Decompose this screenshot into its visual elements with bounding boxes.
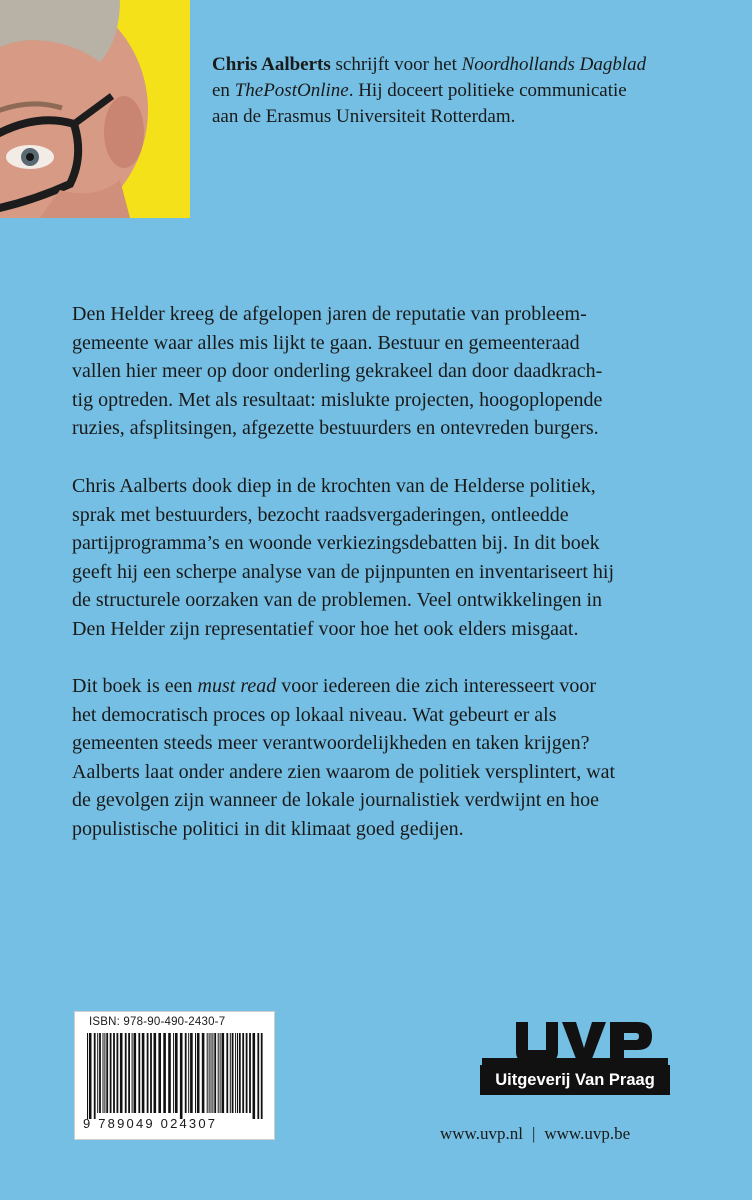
barcode-bar (218, 1033, 219, 1113)
bio-text-2: en (212, 80, 235, 101)
isbn-barcode (74, 1011, 275, 1140)
url-separator: | (531, 1124, 536, 1143)
barcode-bar (104, 1033, 105, 1113)
barcode-bar (246, 1033, 248, 1113)
blurb-text: voor iedereen die zich interesseert voor (276, 675, 597, 697)
blurb-line: Aalberts laat onder andere zien waarom de politiek versplintert, wat (72, 760, 616, 783)
barcode-bar (97, 1033, 98, 1113)
blurb-paragraph-3 (72, 672, 712, 843)
bio-text-1: schrijft voor het (330, 54, 462, 75)
barcode-bar (232, 1033, 234, 1113)
barcode-bar (120, 1033, 123, 1113)
bio-text-4: aan de Erasmus Universiteit Rotterdam. (212, 106, 516, 127)
website-name: ThePostOnline (234, 80, 349, 101)
barcode-bar (175, 1033, 178, 1113)
barcode-bar (230, 1033, 231, 1113)
blurb-line: gemeenten steeds meer verantwoordelijkheden en taken krijgen? (72, 732, 590, 754)
blurb-line: gemeente waar alles mis lijkt te gaan. Bestuur en gemeenteraad (72, 331, 580, 354)
blurb-paragraph-1 (72, 300, 712, 443)
barcode-bar (87, 1033, 88, 1119)
barcode-bar (150, 1033, 152, 1113)
barcode-bar (142, 1033, 145, 1113)
barcode-bar (253, 1033, 256, 1119)
barcode-bar (185, 1033, 187, 1113)
barcode-bar (138, 1033, 140, 1113)
blurb-line: tig optreden. Met als resultaat: mislukte projecten, hoogoplopende (72, 388, 603, 411)
barcode-bar (163, 1033, 166, 1113)
barcode-bar (197, 1033, 200, 1113)
blurb-text: Dit boek is een (72, 675, 198, 697)
blurb-line: ruzies, afsplitsingen, afgezette bestuurders en ontevreden burgers. (72, 417, 599, 439)
blurb-line: partijprogramma’s en woonde verkiezingsdebatten bij. In dit boek (72, 532, 600, 554)
blurb-line: geeft hij een scherpe analyse van de pijnpunten en inventariseert hij (72, 560, 615, 583)
barcode-bar (195, 1033, 196, 1113)
barcode-bar (168, 1033, 171, 1113)
barcode-bar (173, 1033, 174, 1113)
barcode-bar (207, 1033, 208, 1113)
barcode-bar (89, 1033, 92, 1119)
barcode-bar (147, 1033, 149, 1113)
barcode-bar (180, 1033, 183, 1119)
blurb-line: Den Helder zijn representatief voor hoe het ook elders misgaat. (72, 617, 579, 640)
barcode-bar (261, 1033, 263, 1119)
barcode-bar (202, 1033, 205, 1113)
barcode-bar (132, 1033, 133, 1113)
barcode-bar (99, 1033, 101, 1113)
blurb-line: Chris Aalberts dook diep in de krochten van de Helderse politiek, (72, 475, 596, 497)
barcode-bar (222, 1033, 225, 1113)
blurb-line: de gevolgen zijn wanneer de lokale journalistiek verdwijnt en hoe (72, 789, 600, 811)
isbn-label: ISBN: 978-90-490-2430-7 (89, 1016, 226, 1028)
blurb-line (72, 672, 712, 701)
barcode-bar (158, 1033, 161, 1113)
publisher-urls (440, 1124, 710, 1144)
newspaper-name: Noordhollands Dagblad (461, 54, 647, 75)
author-photo (0, 0, 190, 218)
barcode-bar (239, 1033, 241, 1113)
barcode-bar (103, 1033, 104, 1113)
barcode-bar (257, 1033, 259, 1119)
barcode-bar (212, 1033, 213, 1113)
blurb-line: populistische politici in dit klimaat goed gedijen. (72, 817, 464, 840)
barcode-bar (128, 1033, 130, 1113)
bio-text-3: . Hij doceert politieke communicatie (348, 80, 627, 101)
barcode-bar (113, 1033, 115, 1113)
barcode-bar (226, 1033, 228, 1113)
barcode-bars (83, 1033, 267, 1119)
url-nl-link[interactable]: www.uvp.nl (440, 1124, 523, 1143)
barcode-bar (110, 1033, 112, 1113)
blurb-line: vallen hier meer op door onderling gekrakeel dan door daadkrach- (72, 360, 603, 382)
barcode-bar (220, 1033, 221, 1113)
barcode-bar (154, 1033, 157, 1113)
url-be-link[interactable]: www.uvp.be (544, 1124, 631, 1143)
author-name: Chris Aalberts (212, 54, 331, 75)
barcode-bar (209, 1033, 210, 1113)
author-bio (212, 52, 722, 130)
publisher-logo (476, 1018, 674, 1104)
barcode-bar (117, 1033, 119, 1113)
barcode-bar (188, 1033, 189, 1113)
publisher-name: Uitgeverij Van Praag (480, 1065, 670, 1095)
barcode-bar (125, 1033, 127, 1113)
barcode-bar (106, 1033, 108, 1113)
blurb-line: de structurele oorzaken van de problemen. Veel ontwikkelingen in (72, 589, 603, 611)
author-portrait-image (0, 0, 190, 218)
barcode-bar (214, 1033, 216, 1113)
blurb-line: Den Helder kreeg de afgelopen jaren de reputatie van probleem- (72, 303, 587, 325)
barcode-bar (237, 1033, 238, 1113)
blurb-paragraph-2 (72, 472, 712, 643)
barcode-digits: 9 789049 024307 (83, 1116, 218, 1131)
blurb-line: sprak met bestuurders, bezocht raadsvergaderingen, ontleedde (72, 503, 569, 526)
must-read-emphasis: must read (197, 675, 277, 697)
barcode-bar (134, 1033, 137, 1113)
barcode-bar (235, 1033, 236, 1113)
barcode-bar (94, 1033, 96, 1119)
barcode-bar (249, 1033, 251, 1113)
barcode-bar (190, 1033, 193, 1113)
barcode-bar (211, 1033, 212, 1113)
barcode-bar (242, 1033, 244, 1113)
blurb-line: het democratisch proces op lokaal niveau. Wat gebeurt er als (72, 703, 557, 726)
uvp-logo-letters (476, 1018, 674, 1068)
